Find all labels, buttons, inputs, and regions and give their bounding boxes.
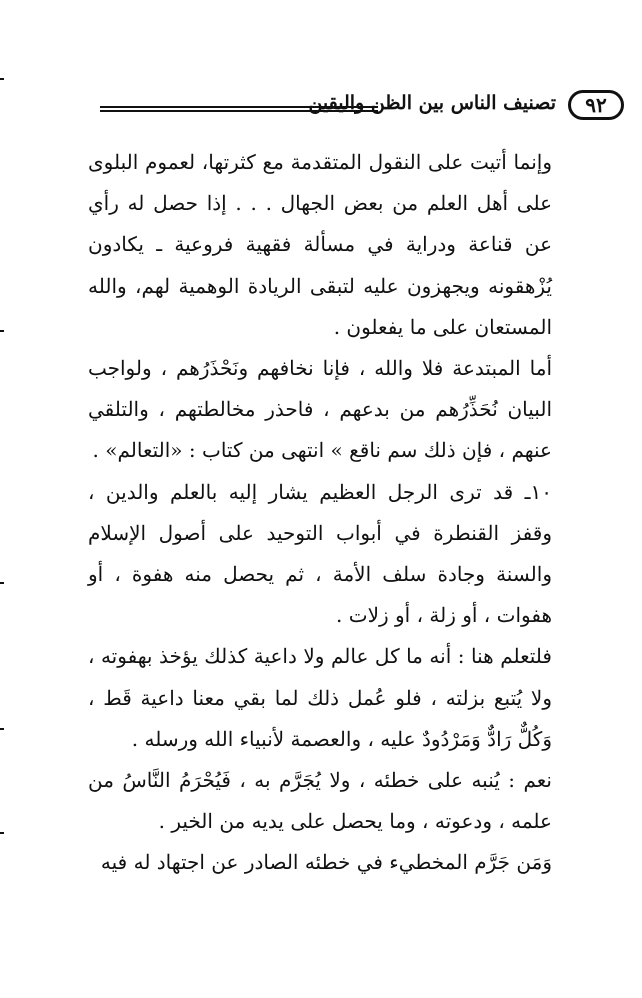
paragraph-2: أما المبتدعة فلا والله ، فإنا نخافهم ونَحْذَرُهم ، ولواجب البيان نُحَذِّرُهم من بدعهم ، فاحذر مخالطتهم ، والتلقي عنهم ، فإن ذلك سم ناقع » انتهى من كتاب : «التعالم» . bbox=[88, 356, 552, 463]
paragraph-1: وإنما أتيت على النقول المتقدمة مع كثرتها، لعموم البلوى على أهل العلم من بعض الجهال . . . إذا حصل له رأي عن قناعة ودراية في مسألة فقهية فروعية ـ يكادون يُزْهقونه ويجهزون عليه لتبقى الريادة الوهمية لهم، والله المستعان على ما يفعلون . bbox=[88, 150, 552, 339]
scan-margin-mark bbox=[0, 78, 4, 80]
paragraph-6: وَمَن جَرَّم المخطيء في خطئه الصادر عن اجتهاد له فيه bbox=[100, 850, 552, 875]
scan-margin-mark bbox=[0, 582, 4, 584]
scan-margin-mark bbox=[0, 728, 4, 730]
page-number-badge: ٩٢ bbox=[568, 90, 624, 120]
paragraph-5: نعم : يُنبه على خطئه ، ولا يُجَرَّم به ، فَيُحْرَمُ النَّاسُ من علمه ، ودعوته ، وما يحصل على يديه من الخير . bbox=[88, 768, 552, 834]
scan-margin-mark bbox=[0, 832, 4, 834]
running-title: تصنيف الناس بين الظن واليقين bbox=[308, 92, 556, 114]
page-header bbox=[94, 86, 607, 130]
scan-margin-mark bbox=[0, 330, 4, 332]
paragraph-3: ١٠ـ قد ترى الرجل العظيم يشار إليه بالعلم والدين ، وقفز القنطرة في أبواب التوحيد على أصول الإسلام والسنة وجادة سلف الأمة ، ثم يحصل منه هفوة ، أو هفوات ، أو زلة ، أو زلات . bbox=[88, 479, 552, 628]
body-text bbox=[88, 142, 552, 884]
header-rule bbox=[100, 106, 378, 112]
paragraph-4: فلتعلم هنا : أنه ما كل عالم ولا داعية كذلك يؤخذ بهفوته ، ولا يُتبع بزلته ، فلو عُمل ذلك لما بقي معنا داعية قَط ، وَكُلٌّ رَادٌّ وَمَرْدُودٌ عليه ، والعصمة لأنبياء الله ورسله . bbox=[88, 644, 552, 751]
